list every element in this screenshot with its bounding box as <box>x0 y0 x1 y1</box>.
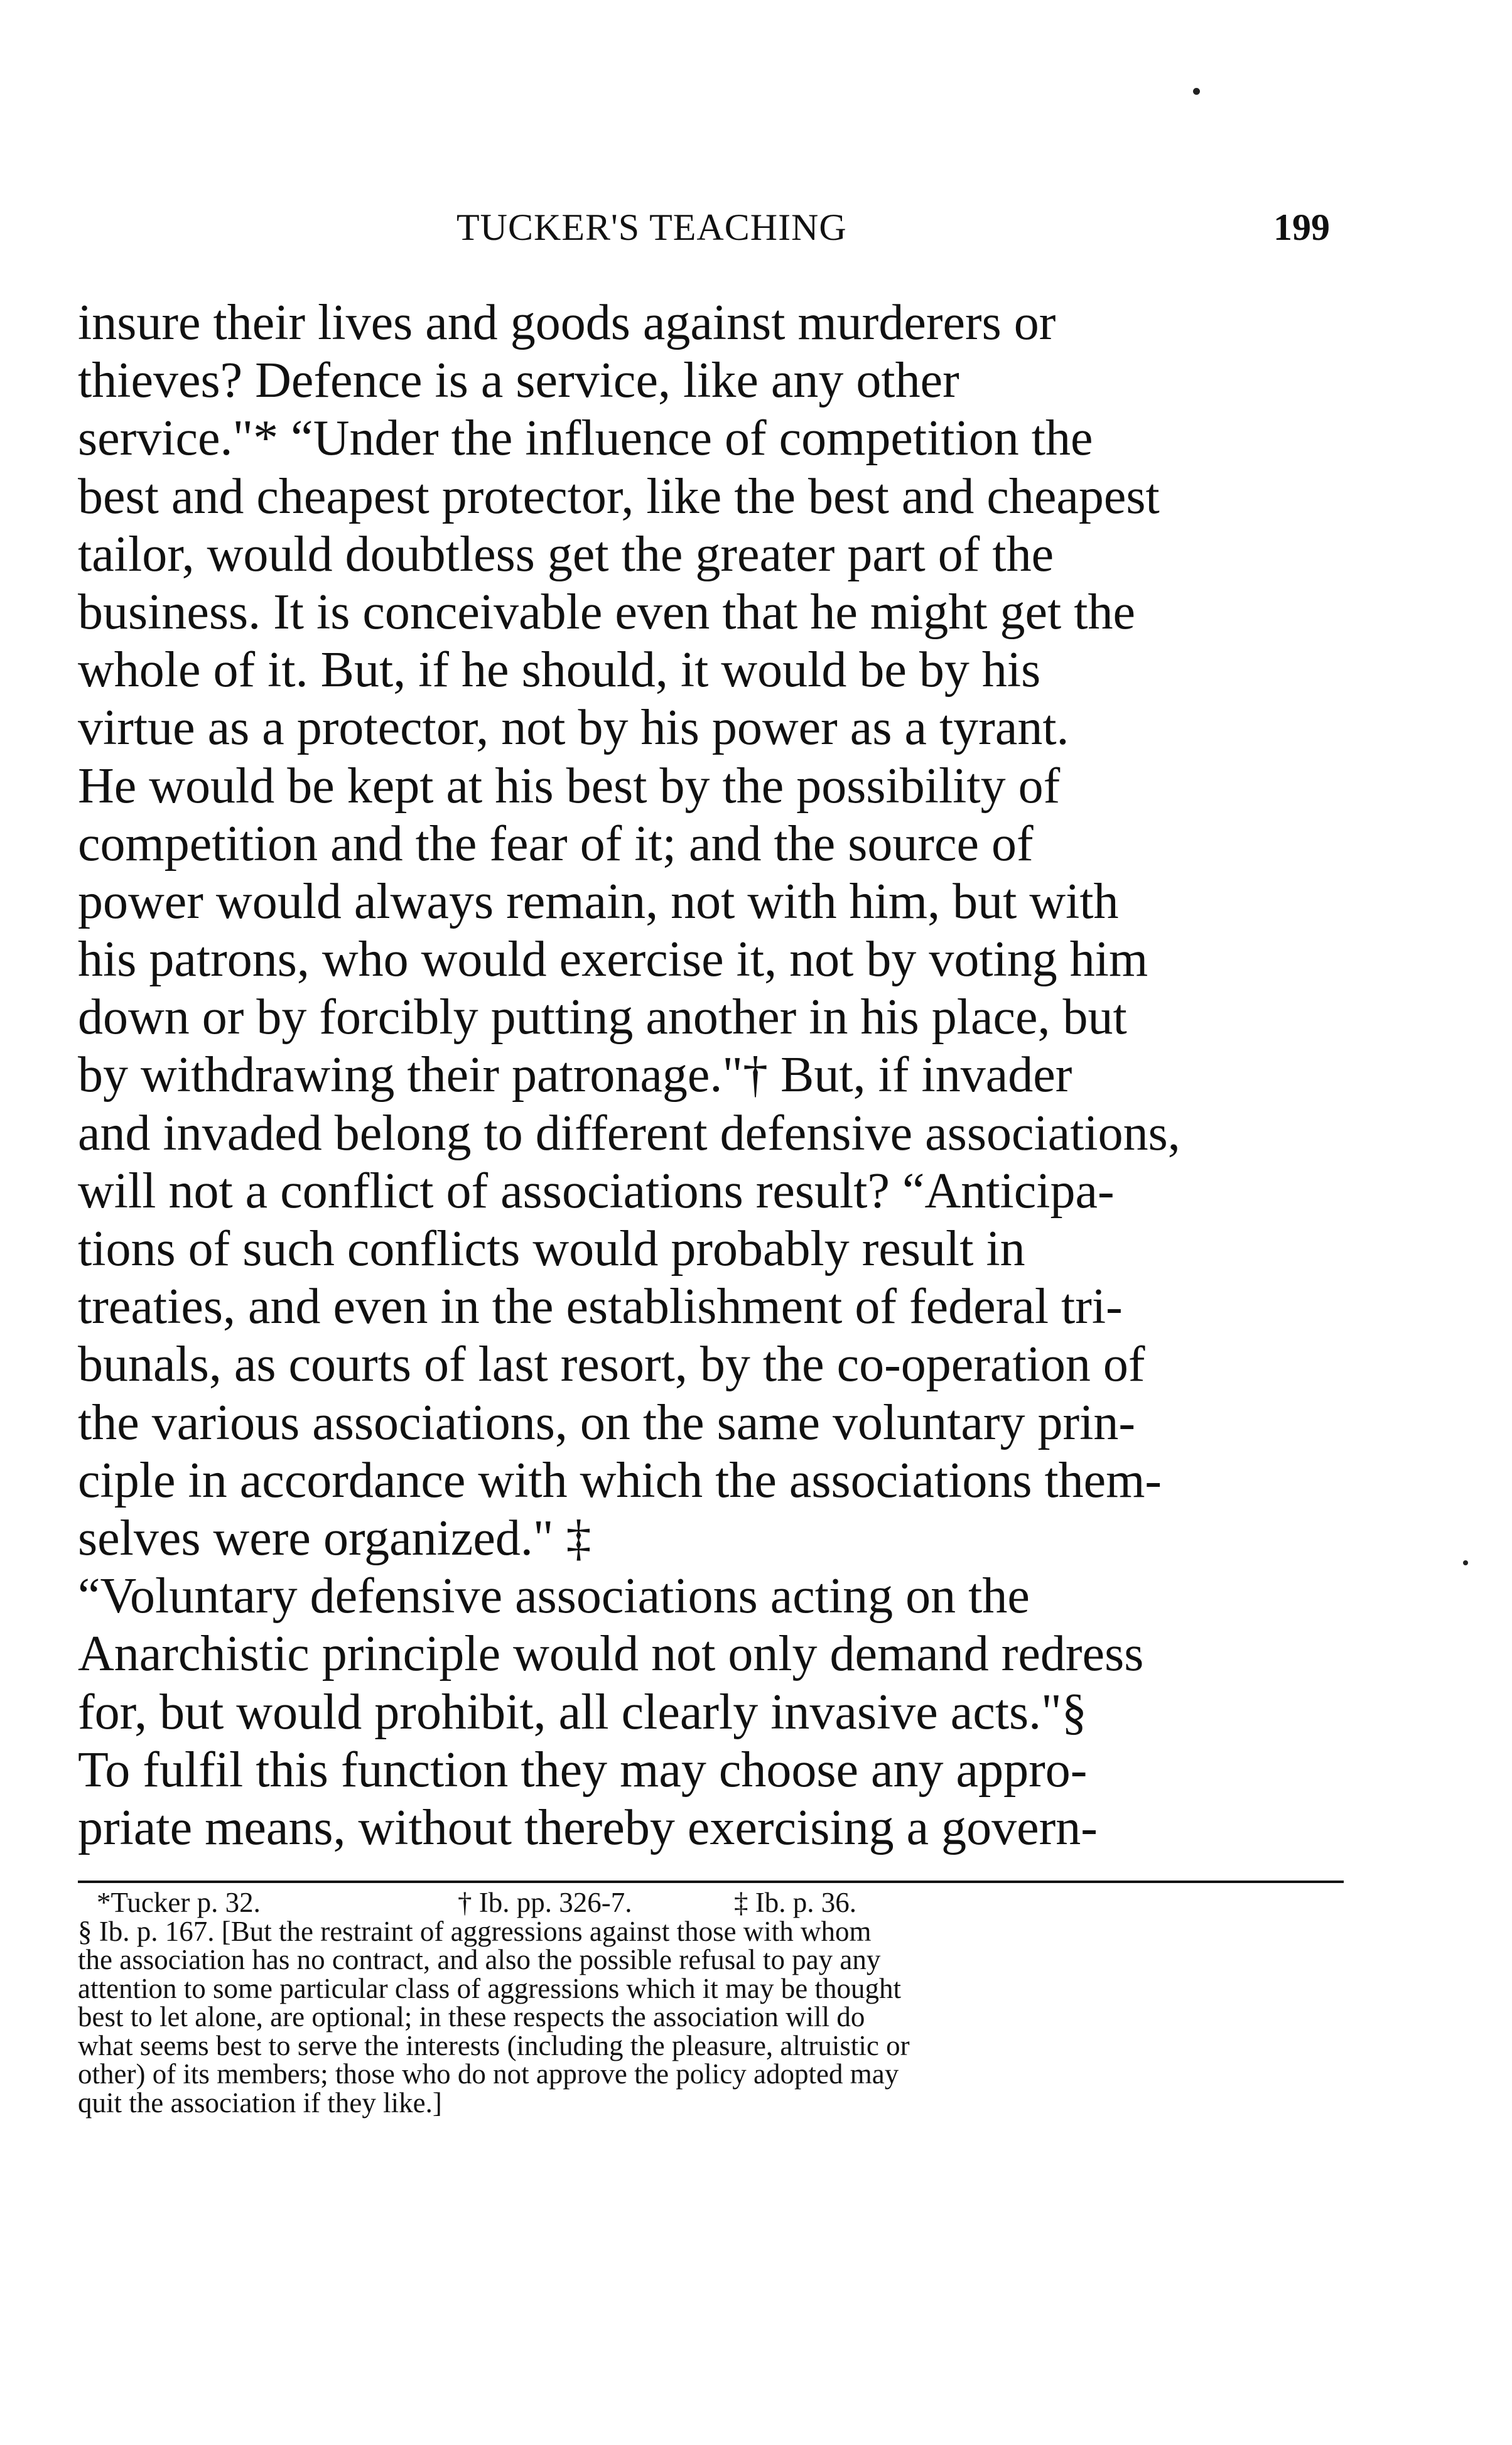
footnote-divider <box>78 1881 1344 1883</box>
text-line: To fulfil this function they may choose any appro- <box>78 1742 1088 1798</box>
text-line: competition and the fear of it; and the source of <box>78 816 1034 872</box>
footnote-line: quit the association if they like.] <box>78 2086 442 2118</box>
print-speck <box>1193 88 1200 95</box>
text-line: tions of such conflicts would probably result in <box>78 1221 1025 1276</box>
text-line: ciple in accordance with which the associations them- <box>78 1452 1162 1508</box>
print-speck <box>1463 1560 1468 1565</box>
footnotes <box>78 1889 1344 2117</box>
page-header <box>0 200 1512 269</box>
footnote-line: the association has no contract, and also the possible refusal to pay any <box>78 1944 881 1975</box>
body-text <box>78 294 1434 1857</box>
page-number: 199 <box>1273 207 1330 248</box>
text-line: service."* “Under the influence of competition the <box>78 411 1093 467</box>
footnote-ref: ‡ Ib. p. 36. <box>734 1887 856 1918</box>
text-line: “Voluntary defensive associations acting on the <box>78 1568 1030 1624</box>
text-line: and invaded belong to different defensive associations, <box>78 1105 1180 1161</box>
footnote-line: § Ib. p. 167. [But the restraint of aggressions against those with whom <box>78 1915 872 1947</box>
text-line: the various associations, on the same voluntary prin- <box>78 1395 1136 1450</box>
footnote-line: other) of its members; those who do not approve the policy adopted may <box>78 2058 899 2090</box>
footnote-line: best to let alone, are optional; in these respects the association will do <box>78 2001 865 2032</box>
footnote-refs <box>78 1889 1344 1918</box>
text-line: will not a conflict of associations result? “Anticipa- <box>78 1163 1115 1219</box>
footnote-line: what seems best to serve the interests (including the pleasure, altruistic or <box>78 2029 910 2061</box>
text-line: by withdrawing their patronage."† But, if invader <box>78 1047 1072 1103</box>
text-line: his patrons, who would exercise it, not by voting him <box>78 932 1148 988</box>
text-line: down or by forcibly putting another in his place, but <box>78 990 1127 1045</box>
text-line: virtue as a protector, not by his power as a tyrant. <box>78 700 1069 756</box>
text-line: business. It is conceivable even that he might get the <box>78 584 1135 640</box>
footnote-ref: *Tucker p. 32. <box>97 1887 261 1918</box>
text-line: insure their lives and goods against murderers or <box>78 295 1056 350</box>
text-line: best and cheapest protector, like the best and cheapest <box>78 468 1160 524</box>
text-line: thieves? Defence is a service, like any other <box>78 353 959 409</box>
running-head: TUCKER'S TEACHING <box>456 207 847 248</box>
text-line: bunals, as courts of last resort, by the co-operation of <box>78 1337 1145 1393</box>
text-line: for, but would prohibit, all clearly invasive acts."§ <box>78 1684 1087 1740</box>
text-line: treaties, and even in the establishment of federal tri- <box>78 1279 1123 1335</box>
text-line: Anarchistic principle would not only demand redress <box>78 1626 1144 1682</box>
text-line: tailor, would doubtless get the greater part of the <box>78 526 1054 582</box>
footnote-line: attention to some particular class of aggressions which it may be thought <box>78 1972 901 2004</box>
text-line: power would always remain, not with him, but with <box>78 873 1119 929</box>
footnote-ref: † Ib. pp. 326-7. <box>458 1887 632 1918</box>
text-line: priate means, without thereby exercising a govern- <box>78 1800 1098 1855</box>
text-line: He would be kept at his best by the possibility of <box>78 758 1061 814</box>
text-line: selves were organized." ‡ <box>78 1510 591 1566</box>
text-line: whole of it. But, if he should, it would be by his <box>78 642 1041 698</box>
